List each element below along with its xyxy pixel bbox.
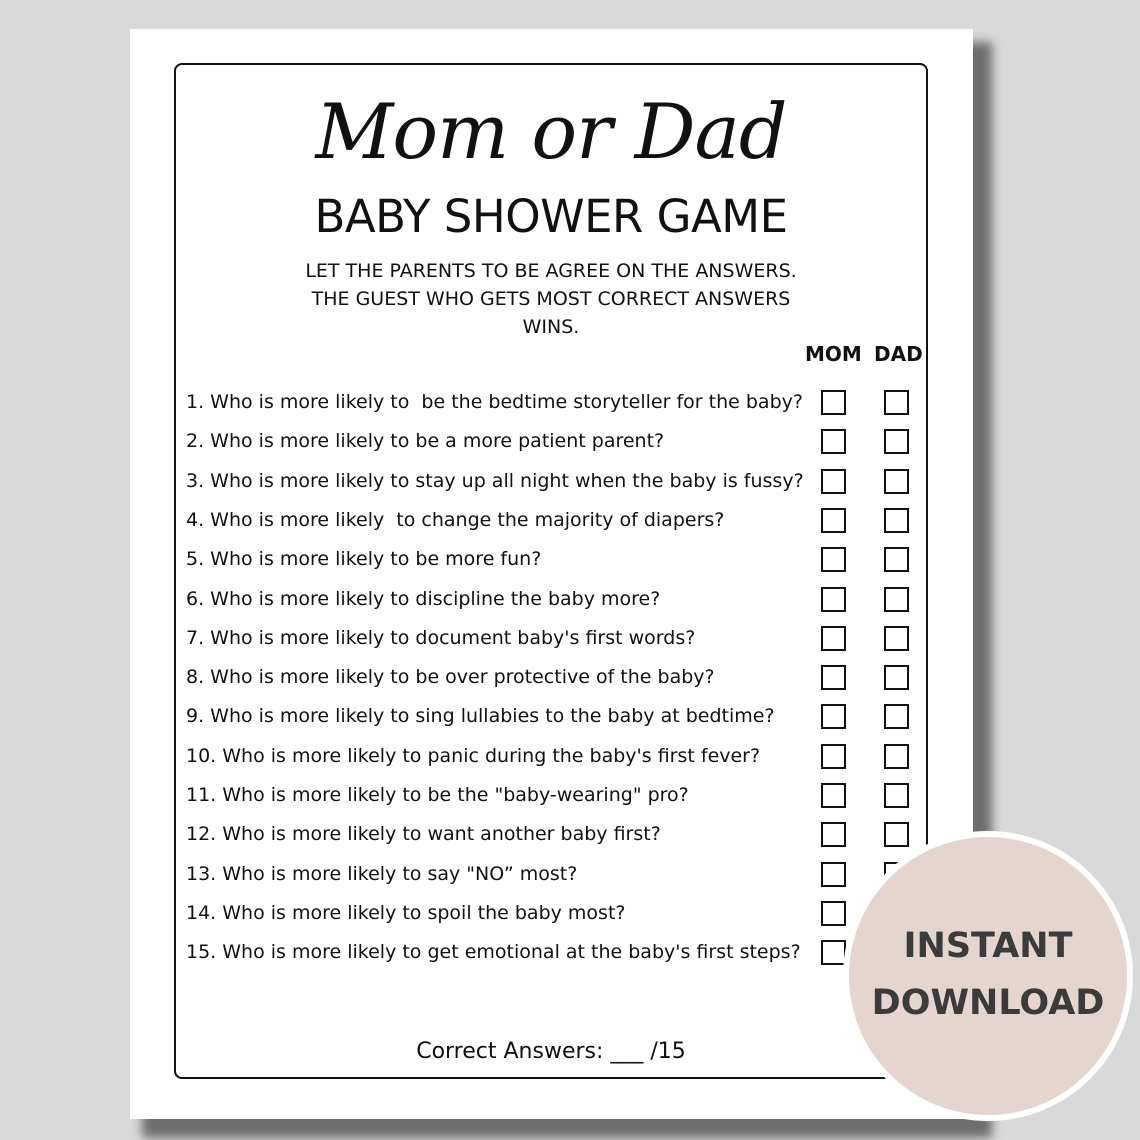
mom-checkbox[interactable] — [821, 744, 846, 769]
dad-checkbox[interactable] — [884, 469, 909, 494]
column-header-mom: MOM — [805, 342, 862, 366]
column-header-dad: DAD — [874, 342, 923, 366]
dad-checkbox[interactable] — [884, 587, 909, 612]
question-text: 3. Who is more likely to stay up all night when the baby is fussy? — [186, 470, 804, 492]
question-text: 7. Who is more likely to document baby's first words? — [186, 627, 696, 649]
dad-checkbox[interactable] — [884, 547, 909, 572]
correct-answers-line: Correct Answers: ___ /15 — [416, 1039, 686, 1064]
mom-checkbox[interactable] — [821, 704, 846, 729]
page-subtitle: BABY SHOWER GAME — [314, 190, 788, 243]
instructions-line: THE GUEST WHO GETS MOST CORRECT ANSWERS — [311, 288, 791, 310]
mom-checkbox[interactable] — [821, 822, 846, 847]
question-text: 6. Who is more likely to discipline the baby more? — [186, 588, 661, 610]
dad-checkbox[interactable] — [884, 704, 909, 729]
mom-checkbox[interactable] — [821, 390, 846, 415]
dad-checkbox[interactable] — [884, 665, 909, 690]
mom-checkbox[interactable] — [821, 665, 846, 690]
dad-checkbox[interactable] — [884, 508, 909, 533]
question-text: 8. Who is more likely to be over protective of the baby? — [186, 666, 715, 688]
dad-checkbox[interactable] — [884, 744, 909, 769]
instructions — [284, 257, 818, 341]
dad-checkbox[interactable] — [884, 390, 909, 415]
question-text: 13. Who is more likely to say "NO” most? — [186, 863, 578, 885]
dad-checkbox[interactable] — [884, 822, 909, 847]
question-text: 2. Who is more likely to be a more patient parent? — [186, 430, 665, 452]
instructions-line: WINS. — [522, 316, 580, 338]
question-text: 4. Who is more likely to change the majority of diapers? — [186, 509, 725, 531]
dad-checkbox[interactable] — [884, 626, 909, 651]
question-text: 15. Who is more likely to get emotional at the baby's first steps? — [186, 941, 801, 963]
question-text: 10. Who is more likely to panic during the baby's first fever? — [186, 745, 761, 767]
badge-text — [843, 918, 1133, 1032]
dad-checkbox[interactable] — [884, 783, 909, 808]
badge-line: INSTANT — [903, 926, 1073, 966]
badge-line: DOWNLOAD — [871, 983, 1105, 1023]
question-text: 12. Who is more likely to want another baby first? — [186, 823, 661, 845]
mom-checkbox[interactable] — [821, 862, 846, 887]
mom-checkbox[interactable] — [821, 626, 846, 651]
mom-checkbox[interactable] — [821, 587, 846, 612]
question-text: 14. Who is more likely to spoil the baby most? — [186, 902, 626, 924]
page-title: Mom or Dad — [315, 87, 787, 176]
dad-checkbox[interactable] — [884, 429, 909, 454]
instructions-line: LET THE PARENTS TO BE AGREE ON THE ANSWERS. — [305, 260, 797, 282]
question-text: 11. Who is more likely to be the "baby-wearing" pro? — [186, 784, 689, 806]
mom-checkbox[interactable] — [821, 547, 846, 572]
mom-checkbox[interactable] — [821, 508, 846, 533]
mom-checkbox[interactable] — [821, 429, 846, 454]
question-text: 5. Who is more likely to be more fun? — [186, 548, 542, 570]
question-text: 9. Who is more likely to sing lullabies to the baby at bedtime? — [186, 705, 775, 727]
question-text: 1. Who is more likely to be the bedtime storyteller for the baby? — [186, 391, 803, 413]
mom-checkbox[interactable] — [821, 469, 846, 494]
mom-checkbox[interactable] — [821, 783, 846, 808]
